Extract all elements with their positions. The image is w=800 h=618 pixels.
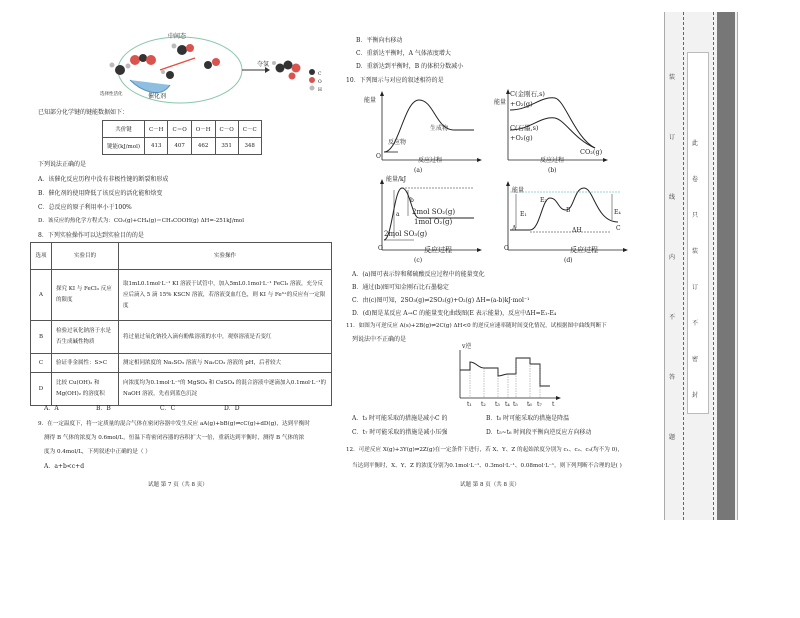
fig-d-c: C: [616, 225, 621, 232]
table-cell: C－O: [215, 121, 238, 138]
fig-b-xlabel: 反应过程: [540, 157, 565, 164]
table-cell: 共价键: [103, 121, 145, 138]
table-header: 实验操作: [119, 243, 332, 270]
fig-b-diamond: C(金刚石,s): [510, 90, 545, 98]
binding-label: 不: [692, 320, 699, 327]
binding-label: 装: [692, 248, 699, 255]
fig-v-t7: t₇: [537, 401, 542, 408]
q7-option-a: A．该催化反应历程中没有非极性键的断裂和形成: [38, 176, 169, 183]
q7-stem: 下列说法正确的是: [38, 161, 87, 168]
q8-answer-d: D．D: [224, 405, 240, 412]
fig-c-xlabel: 反应过程: [424, 246, 452, 254]
table-cell: 探究 KI 与 FeCl₃ 反应的限度: [52, 270, 119, 321]
binding-label: 此: [692, 140, 699, 147]
label-capture-h: 夺氢: [257, 61, 270, 68]
q10-option-d: D．(d)图是某反应 A→C 的能量变化曲线图(E 表示能量)，反应中ΔH=E₁-E₄: [352, 310, 557, 317]
q9-option-c: C．重新达平衡时，A 气体浓度增大: [356, 50, 451, 57]
q7-option-d: D．该反应的热化学方程式为：CO₂(g)+CH₄(g)＝CH₃COOH(g) ΔH=-251kJ/mol: [38, 218, 244, 224]
table-cell: 取1mL0.1mol·L⁻¹ KI 溶液于试管中，加入5mL0.1mol·L⁻¹ FeCl₃ 溶液，充分反应后滴入 5 滴 15% KSCN 溶液，若溶液变血红色，则 KI 与 Fe³⁺的反应有一定限度: [119, 270, 332, 321]
fig-c-origin: O: [378, 245, 383, 252]
q11-line1: 11．如图为可逆反应 A(s)+2B(g)⇌2C(g) ΔH<0 的逆反应速率随时间变化情况，试根据图中曲线判断下: [346, 323, 607, 329]
q7-option-c: C．总反应的原子利用率小于100%: [38, 204, 132, 211]
table-cell: 比较 Cu(OH)₂ 和 Mg(OH)₂ 的溶度积: [52, 373, 119, 406]
fig-v-t: t: [552, 401, 555, 408]
fig-c-tag: (c): [414, 257, 423, 264]
table-cell: O－H: [191, 121, 215, 138]
fig-a-origin: O: [376, 153, 381, 160]
fig-d-e2: E₂: [540, 197, 547, 204]
q8-stem: 8．下列实验操作可以达到实验目的的是: [38, 232, 144, 239]
q9-line3: 度为 0.4mol/L，下列叙述中正确的是（ ）: [44, 449, 151, 455]
table-cell: C: [31, 354, 52, 373]
table-row: [31, 270, 332, 321]
table-cell: 键能(kJ/mol): [103, 138, 145, 155]
fig-d-ylabel: 能量: [512, 187, 525, 194]
table-row: [103, 138, 262, 155]
page-footer-left: 试题 第 7 页（共 8 页）: [148, 482, 208, 488]
binding-char: 线: [669, 194, 676, 201]
fig-b-diamond-o2: +O₂(g): [510, 100, 533, 108]
fig-v-t4: t₄: [505, 401, 510, 408]
binding-strip: [664, 12, 738, 520]
fig-d-b: B: [566, 207, 571, 214]
binding-gray-band: [717, 12, 735, 520]
fig-b-graphite: C(石墨,s): [510, 124, 539, 132]
q10-option-a: A．(a)图可表示锌和稀硫酸反应过程中的能量变化: [352, 271, 485, 278]
legend-o: O: [318, 80, 322, 85]
q9-option-a: A．a+b<c+d: [44, 463, 85, 470]
q12-line2: 当达到平衡时，X、Y、Z 的浓度分别为0.1mol·L⁻¹、0.3mol·L⁻¹、0.08mol·L⁻¹，则下列判断不合理的是( ): [352, 463, 622, 469]
q9-line1: 9．在一定温度下，将一定质量的混合气体在密闭容器中发生反应 aA(g)+bB(g)⇌cC(g)+dD(g)，达到平衡时: [38, 421, 310, 427]
table-header: 实验目的: [52, 243, 119, 270]
q9-option-b: B．平衡向右移动: [356, 37, 403, 44]
rate-time-graph: [454, 348, 564, 408]
fig-a-xlabel: 反应过程: [418, 157, 443, 164]
table-cell: A: [31, 270, 52, 321]
fig-d-tag: (d): [564, 257, 573, 264]
bond-intro: 已知部分化学键的键能数据如下：: [38, 109, 129, 116]
q10-stem: 10．下列图示与对应的叙述相符的是: [346, 77, 444, 84]
binding-label: 订: [692, 284, 699, 291]
legend-h: H: [318, 88, 322, 93]
table-cell: C－H: [144, 121, 168, 138]
binding-char: 订: [669, 134, 676, 141]
fig-d-dh: ΔH: [572, 227, 582, 234]
table-cell: 验证非金属性：S>C: [52, 354, 119, 373]
table-row: [31, 373, 332, 406]
fig-a-tag: (a): [414, 167, 423, 174]
table-row: [31, 243, 332, 270]
table-cell: 462: [191, 138, 215, 155]
q11-option-a: A．t₃ 时可能采取的措施是减小C 的: [352, 415, 448, 422]
q8-answer-a: A．A: [44, 405, 59, 412]
fig-b-co2: CO₂(g): [580, 148, 603, 156]
table-row: [103, 121, 262, 138]
binding-dash-line-left: [683, 12, 684, 520]
binding-label: 密: [692, 356, 699, 363]
fig-c-b: b: [410, 197, 414, 204]
q8-answer-b: B．B: [96, 405, 111, 412]
table-cell: 413: [144, 138, 168, 155]
binding-char: 装: [669, 74, 676, 81]
table-row: [31, 321, 332, 354]
mechanism-figure: [100, 30, 330, 105]
fig-d-e1: E₁: [520, 211, 527, 218]
fig-b-graphite-o2: +O₂(g): [510, 134, 533, 142]
binding-char: 内: [669, 254, 676, 261]
fig-d-origin: O: [504, 245, 509, 252]
fig-v-t5: t₅: [513, 401, 518, 408]
fig-v-t2: t₂: [481, 401, 486, 408]
binding-dash-line-right: [713, 12, 714, 520]
label-catalyst: 催化剂: [148, 93, 167, 100]
table-cell: 407: [168, 138, 191, 155]
q11-option-c: C．t₇ 时可能采取的措施是减小压强: [352, 429, 448, 436]
fig-b-ylabel: 能量: [494, 99, 507, 106]
fig-v-ylabel: v逆: [462, 343, 472, 350]
table-cell: D: [31, 373, 52, 406]
binding-label: 只: [692, 212, 699, 219]
q11-option-b: B．t₅ 时可能采取的措施是降温: [486, 415, 570, 422]
table-cell: C－C: [238, 121, 261, 138]
table-cell: 向浓度均为0.1mol·L⁻¹的 MgSO₄ 和 CuSO₄ 的混合溶液中逐滴加入0.1mol·L⁻¹的 NaOH 溶液，先看到蓝色沉淀: [119, 373, 332, 406]
q12-line1: 12．可逆反应 X(g)+3Y(g)⇌2Z(g)在一定条件下进行，若 X、Y、Z 的起始浓度分别为 c₁、c₂、c₃(均不为 0)，: [346, 447, 623, 453]
fig-b-tag: (b): [548, 167, 557, 174]
fig-c-ylabel: 能量/kJ: [386, 176, 407, 183]
table-cell: C＝O: [168, 121, 191, 138]
q10-option-b: B．通过(b)图可知金刚石比石墨稳定: [352, 284, 449, 291]
page-footer-right: 试题 第 8 页（共 8 页）: [460, 482, 520, 488]
table-cell: 测定相同浓度的 Na₂SO₃ 溶液与 Na₂CO₃ 溶液的 pH，后者较大: [119, 354, 332, 373]
table-cell: 将过量过氧化钠投入滴有酚酞溶液的水中，观察溶液是否变红: [119, 321, 332, 354]
table-row: [31, 354, 332, 373]
binding-char: 答: [669, 374, 676, 381]
fig-d-xlabel: 反应过程: [570, 246, 598, 254]
bond-energy-table: [102, 120, 262, 155]
label-middle-state: 中间态: [168, 33, 187, 40]
experiment-table: [30, 242, 332, 406]
legend-c: C: [318, 72, 322, 77]
q11-option-d: D．t₅~t₆ 时间段平衡向逆反应方向移动: [486, 429, 592, 436]
fig-a-product: 生成物: [430, 125, 449, 132]
binding-label: 封: [692, 392, 699, 399]
label-selective-activation: 选择性活化: [100, 92, 123, 97]
fig-v-t3: t₃: [495, 401, 500, 408]
table-cell: 351: [215, 138, 238, 155]
q7-option-b: B．催化剂的使用降低了该反应的活化能和焓变: [38, 190, 163, 197]
table-cell: B: [31, 321, 52, 354]
fig-v-t6: t₆: [527, 401, 532, 408]
binding-char: 题: [669, 434, 676, 441]
table-header: 选项: [31, 243, 52, 270]
binding-char: 不: [669, 314, 676, 321]
binding-label: 卷: [692, 176, 699, 183]
table-cell: 检验过氧化钠溶于水是否生成碱性物质: [52, 321, 119, 354]
table-cell: 348: [238, 138, 261, 155]
q9-line2: 测得 B 气体的浓度为 0.6mol/L，恒温下将密闭容器的容积扩大一倍，重新达到平衡时，测得 B 气体的浓: [44, 435, 305, 441]
q10-option-c: C．由(c)图可知，2SO₃(g)⇌2SO₂(g)+O₂(g) ΔH=(a-b)kJ·mol⁻¹: [352, 297, 530, 304]
fig-v-t1: t₁: [467, 401, 472, 408]
fig-a-reactant: 反应物: [388, 139, 407, 146]
fig-c-a: a: [396, 211, 400, 218]
q11-line2: 列说法中不正确的是: [352, 336, 407, 343]
fig-c-o2: 1mol O₂(g): [414, 218, 453, 226]
fig-c-so3: 2mol SO₃(g): [384, 230, 428, 238]
q8-answer-c: C．C: [160, 405, 176, 412]
fig-d-a: A: [512, 225, 517, 232]
fig-c-so2: 2mol SO₂(g): [412, 208, 456, 216]
q9-option-d: D．重新达到平衡时，B 的体积分数减小: [356, 63, 464, 70]
fig-d-e4: E₄: [614, 209, 621, 216]
fig-a-ylabel: 能量: [364, 97, 377, 104]
